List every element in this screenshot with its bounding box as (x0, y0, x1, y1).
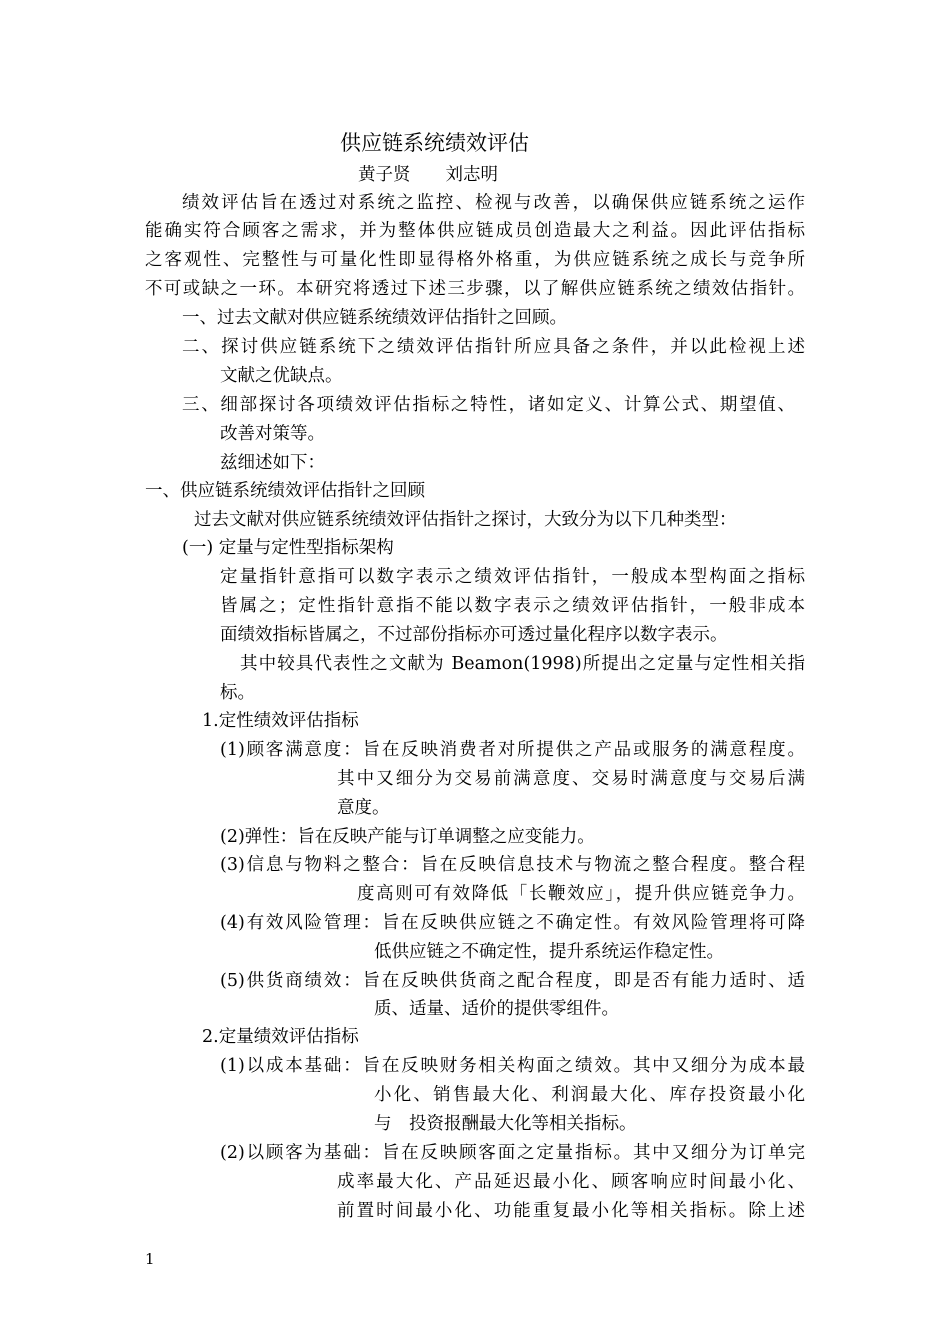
body-line: 其中较具代表性之文献为 Beamon(1998)所提出之定量与定性相关指 (240, 654, 805, 674)
page-number: 1 (145, 1250, 155, 1268)
list-item: (5)供货商绩效：旨在反映供货商之配合程度，即是否有能力适时、适 (220, 971, 805, 991)
subsection-heading: (一) 定量与定性型指标架构 (182, 538, 394, 558)
body-line: 标。 (220, 683, 255, 703)
step-item: 二、探讨供应链系统下之绩效评估指针所应具备之条件，并以此检视上述 (182, 337, 805, 357)
document-title: 供应链系统绩效评估 (340, 131, 529, 155)
list-item-continued: 与 投资报酬最大化等相关指标。 (374, 1114, 637, 1134)
list-item: (1)以成本基础：旨在反映财务相关构面之绩效。其中又细分为成本最 (220, 1056, 805, 1076)
step-item-continued: 文献之优缺点。 (220, 366, 343, 386)
step-item: 一、过去文献对供应链系统绩效评估指针之回顾。 (182, 308, 567, 328)
intro-line: 绩效评估旨在透过对系统之监控、检视与改善，以确保供应链系统之运作 (182, 193, 805, 213)
list-item: (4)有效风险管理：旨在反映供应链之不确定性。有效风险管理将可降 (220, 913, 805, 933)
intro-line: 不可或缺之一环。本研究将透过下述三步骤，以了解供应链系统之绩效估指针。 (145, 279, 805, 299)
list-item-continued: 小化、销售最大化、利润最大化、库存投资最小化 (374, 1085, 805, 1105)
list-item: (1)顾客满意度：旨在反映消费者对所提供之产品或服务的满意程度。 (220, 740, 805, 760)
list-heading: 1.定性绩效评估指标 (202, 711, 359, 731)
section-heading: 一、供应链系统绩效评估指针之回顾 (145, 481, 425, 501)
list-item-continued: 前置时间最小化、功能重复最小化等相关指标。除上述 (337, 1201, 805, 1221)
step-closing: 兹细述如下： (220, 453, 325, 473)
intro-line: 能确实符合顾客之需求，并为整体供应链成员创造最大之利益。因此评估指标 (145, 221, 805, 241)
list-item-continued: 质、适量、适价的提供零组件。 (374, 999, 619, 1019)
list-item-continued: 度高则可有效降低「长鞭效应」，提升供应链竞争力。 (357, 884, 805, 904)
body-line: 定量指针意指可以数字表示之绩效评估指针，一般成本型构面之指标 (220, 567, 805, 587)
body-line: 皆属之；定性指针意指不能以数字表示之绩效评估指针，一般非成本 (220, 596, 805, 616)
list-item-continued: 其中又细分为交易前满意度、交易时满意度与交易后满 (337, 769, 805, 789)
intro-line: 之客观性、完整性与可量化性即显得格外格重，为供应链系统之成长与竞争所 (145, 250, 805, 270)
list-item-continued: 低供应链之不确定性，提升系统运作稳定性。 (374, 942, 724, 962)
list-heading: 2.定量绩效评估指标 (202, 1027, 359, 1047)
list-item-continued: 意度。 (337, 798, 390, 818)
list-item: (2)以顾客为基础：旨在反映顾客面之定量指标。其中又细分为订单完 (220, 1143, 805, 1163)
body-line: 面绩效指标皆属之，不过部份指标亦可透过量化程序以数字表示。 (220, 625, 728, 645)
step-item: 三、细部探讨各项绩效评估指标之特性，诸如定义、计算公式、期望值、 (182, 395, 795, 415)
section-intro: 过去文献对供应链系统绩效评估指针之探讨，大致分为以下几种类型： (194, 510, 737, 530)
list-item: (2)弹性：旨在反映产能与订单调整之应变能力。 (220, 827, 595, 847)
document-authors: 黄子贤 刘志明 (358, 165, 498, 185)
step-item-continued: 改善对策等。 (220, 424, 325, 444)
list-item-continued: 成率最大化、产品延迟最小化、顾客响应时间最小化、 (337, 1172, 805, 1192)
list-item: (3)信息与物料之整合：旨在反映信息技术与物流之整合程度。整合程 (220, 855, 805, 875)
